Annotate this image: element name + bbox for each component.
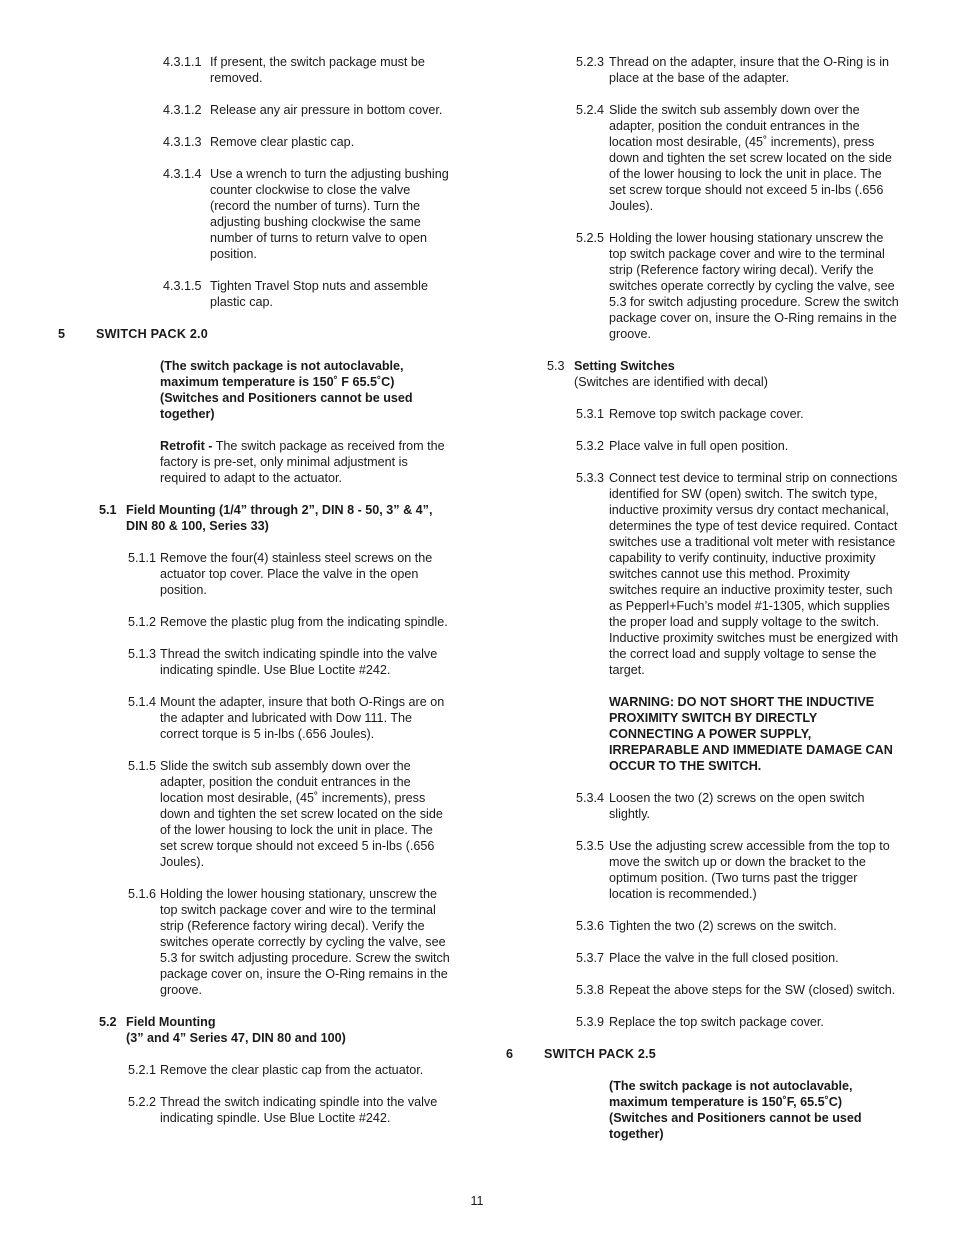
steps-5-2	[58, 1062, 450, 1126]
numbered-step	[128, 1094, 450, 1126]
step-text: Slide the switch sub assembly down over the adapter, position the conduit entrances in the location most desirable, (45˚ increments), press down and tighten the set screw located on the side of the lower housing to lock the unit in place. The set screw torque should not exceed 5 in-lbs (.656 Joules).	[609, 103, 892, 213]
numbered-step	[576, 1014, 900, 1030]
step-number: 5.1.5	[128, 759, 157, 773]
subsection-5-2-heading	[99, 1014, 450, 1046]
section-number: 5	[58, 327, 66, 341]
step-number: 5.3.1	[576, 407, 605, 421]
numbered-step	[163, 278, 450, 310]
step-number: 5.3.6	[576, 919, 605, 933]
numbered-step	[576, 950, 900, 966]
step-number: 5.2.1	[128, 1063, 157, 1077]
step-number: 5.3.4	[576, 791, 605, 805]
right-column	[506, 54, 900, 1158]
steps-5-3-continued	[506, 790, 900, 1030]
subsection-title: Field Mounting	[126, 1015, 216, 1029]
steps-5-1	[58, 550, 450, 998]
numbered-step	[576, 102, 900, 214]
numbered-step	[576, 54, 900, 86]
step-number: 4.3.1.2	[163, 103, 202, 117]
numbered-step	[163, 134, 450, 150]
section-5-heading	[58, 326, 450, 342]
subsection-5-1-heading	[99, 502, 450, 534]
numbered-step	[576, 790, 900, 822]
step-number: 5.3.8	[576, 983, 605, 997]
step-text: Holding the lower housing stationary unscrew the top switch package cover and wire to the terminal strip (Reference factory wiring decal). Verify the switches operate correctly by cycling the valve, see 5.3 for switch adjusting procedure. Screw the switch package cover on, insure the O-Ring remains in the groove.	[609, 231, 899, 341]
steps-5-2-continued	[506, 54, 900, 342]
section-6-heading	[506, 1046, 900, 1062]
step-text: Thread on the adapter, insure that the O-Ring is in place at the base of the adapter.	[609, 55, 890, 85]
subsection-title: Field Mounting (1/4” through 2”, DIN 8 - 50, 3” & 4”, DIN 80 & 100, Series 33)	[126, 503, 433, 533]
step-text: Place valve in full open position.	[609, 439, 789, 453]
step-text: Holding the lower housing stationary, unscrew the top switch package cover and wire to the terminal strip (Reference factory wiring decal). Verify the switches operate correctly by cycling the valve, see 5.3 for switch adjusting procedure. Screw the switch package cover on, insure the O-Ring remains in the groove.	[160, 887, 450, 997]
step-number: 5.3.5	[576, 839, 605, 853]
step-number: 5.1.1	[128, 551, 157, 565]
step-number: 5.2.4	[576, 103, 605, 117]
numbered-step	[576, 230, 900, 342]
step-number: 5.3.9	[576, 1015, 605, 1029]
step-text: Remove the plastic plug from the indicating spindle.	[160, 615, 448, 629]
numbered-step	[128, 758, 450, 870]
step-number: 4.3.1.4	[163, 167, 202, 181]
step-text: Tighten the two (2) screws on the switch.	[609, 919, 837, 933]
numbered-step	[576, 438, 900, 454]
section-title: SWITCH PACK 2.0	[96, 327, 208, 341]
step-number: 5.3.3	[576, 471, 605, 485]
step-text: If present, the switch package must be removed.	[210, 55, 425, 85]
numbered-step	[128, 694, 450, 742]
section-5-note: (The switch package is not autoclavable, maximum temperature is 150˚ F 65.5˚C) (Switches and Positioners cannot be used together)	[160, 359, 413, 421]
step-number: 4.3.1.1	[163, 55, 202, 69]
step-text: Remove the clear plastic cap from the actuator.	[160, 1063, 424, 1077]
numbered-step	[576, 470, 900, 678]
subsection-number: 5.3	[547, 359, 565, 373]
step-text: Place the valve in the full closed position.	[609, 951, 839, 965]
retrofit-label: Retrofit -	[160, 439, 213, 453]
numbered-step	[128, 646, 450, 678]
subsection-subtitle: (Switches are identified with decal)	[574, 375, 768, 389]
warning-text: WARNING: DO NOT SHORT THE INDUCTIVE PROXIMITY SWITCH BY DIRECTLY CONNECTING A POWER SUPPLY, IRREPARABLE AND IMMEDIATE DAMAGE CAN OCCUR TO THE SWITCH.	[609, 695, 893, 773]
numbered-step	[576, 838, 900, 902]
numbered-step	[576, 406, 900, 422]
numbered-step	[576, 982, 900, 998]
step-text: Use a wrench to turn the adjusting bushing counter clockwise to close the valve (record the number of turns). Turn the adjusting bushing clockwise the same number of turns to return valve to open position.	[210, 167, 449, 261]
step-number: 4.3.1.3	[163, 135, 202, 149]
subsection-title-line-2: (3” and 4” Series 47, DIN 80 and 100)	[126, 1031, 346, 1045]
step-number: 5.2.3	[576, 55, 605, 69]
step-text: Loosen the two (2) screws on the open switch slightly.	[609, 791, 865, 821]
numbered-step	[128, 1062, 450, 1078]
step-number: 5.1.2	[128, 615, 157, 629]
steps-5-3	[506, 406, 900, 678]
retrofit-text: The switch package as received from the factory is pre-set, only minimal adjustment is required to adapt to the actuator.	[160, 439, 445, 485]
step-text: Slide the switch sub assembly down over the adapter, position the conduit entrances in the location most desirable, (45˚ increments), press down and tighten the set screw located on the side of the lower housing to lock the unit in place. The set screw torque should not exceed 5 in-lbs (.656 Joules).	[160, 759, 443, 869]
subsection-5-3-heading	[547, 358, 900, 390]
step-text: Replace the top switch package cover.	[609, 1015, 824, 1029]
step-number: 5.1.3	[128, 647, 157, 661]
subsection-number: 5.1	[99, 503, 117, 517]
step-number: 4.3.1.5	[163, 279, 202, 293]
step-number: 5.2.2	[128, 1095, 157, 1109]
page-number: 11	[470, 1194, 484, 1208]
retrofit-paragraph	[160, 438, 450, 486]
step-text: Remove the four(4) stainless steel screws on the actuator top cover. Place the valve in the open position.	[160, 551, 433, 597]
subsection-number: 5.2	[99, 1015, 117, 1029]
step-number: 5.3.7	[576, 951, 605, 965]
step-number: 5.1.4	[128, 695, 157, 709]
section-6-note: (The switch package is not autoclavable, maximum temperature is 150˚F, 65.5˚C) (Switches and Positioners cannot be used together)	[609, 1079, 862, 1141]
step-text: Remove top switch package cover.	[609, 407, 804, 421]
step-number: 5.2.5	[576, 231, 605, 245]
step-text: Mount the adapter, insure that both O-Rings are on the adapter and lubricated with Dow 111. The correct torque is 5 in-lbs (.656 Joules).	[160, 695, 445, 741]
numbered-step	[163, 54, 450, 86]
step-number: 5.3.2	[576, 439, 605, 453]
section-number: 6	[506, 1047, 514, 1061]
numbered-step	[128, 886, 450, 998]
step-text: Thread the switch indicating spindle into the valve indicating spindle. Use Blue Loctite #242.	[160, 647, 438, 677]
numbered-step	[128, 614, 450, 630]
step-text: Remove clear plastic cap.	[210, 135, 355, 149]
step-text: Release any air pressure in bottom cover.	[210, 103, 443, 117]
steps-4-3-1	[58, 54, 450, 310]
step-text: Repeat the above steps for the SW (closed) switch.	[609, 983, 896, 997]
numbered-step	[128, 550, 450, 598]
numbered-step	[576, 918, 900, 934]
numbered-step	[163, 166, 450, 262]
section-title: SWITCH PACK 2.5	[544, 1047, 656, 1061]
step-number: 5.1.6	[128, 887, 157, 901]
step-text: Connect test device to terminal strip on connections identified for SW (open) switch. The switch type, inductive proximity versus dry contact mechanical, determines the type of test device required. Contact switches use a traditional volt meter with resistance capability to verify continuity, inductive proximity switches cannot use this method. Proximity switches require an inductive proximity tester, such as Pepperl+Fuch’s model #1-1305, which supplies the proper load and supply voltage to the switch. Inductive proximity switches must be energized with the correct load and supply voltage to sense the target.	[609, 471, 899, 677]
numbered-step	[163, 102, 450, 118]
step-text: Use the adjusting screw accessible from the top to move the switch up or down the bracket to the optimum position. (Two turns past the trigger location is recommended.)	[609, 839, 890, 901]
subsection-title: Setting Switches	[574, 359, 675, 373]
left-column	[58, 54, 450, 1142]
step-text: Thread the switch indicating spindle into the valve indicating spindle. Use Blue Loctite #242.	[160, 1095, 438, 1125]
step-text: Tighten Travel Stop nuts and assemble plastic cap.	[210, 279, 428, 309]
